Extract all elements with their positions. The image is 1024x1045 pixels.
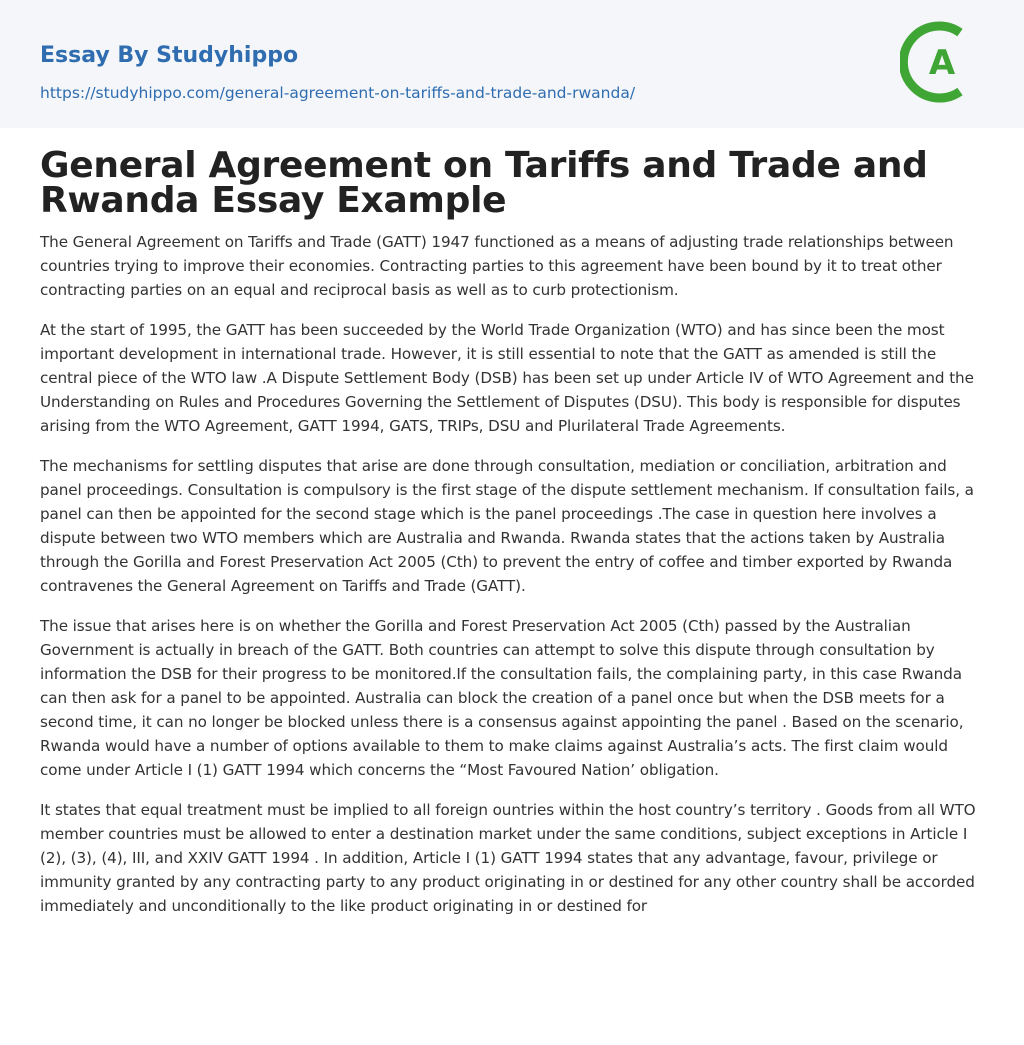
article-paragraph-4: The issue that arises here is on whether the Gorilla and Forest Preservation Act 2005 (Cth) passed by the Australian Government is actually in breach of the GATT. Both countries can attempt to solve this dispute through consultation by information the DSB for their progress to be monitored.If the consultation fails, the complaining party, in this case Rwanda can then ask for a panel to be appointed. Australia can block the creation of a panel once but when the DSB meets for a second time, it can no longer be blocked unless there is a consensus against appointing the panel . Based on the scenario, Rwanda would have a number of options available to them to make claims against Australia’s acts. The first claim would come under Article I (1) GATT 1994 which concerns the “Most Favoured Nation’ obligation. xyxy=(40,617,964,779)
article-paragraph-1: The General Agreement on Tariffs and Trade (GATT) 1947 functioned as a means of adjusting trade relationships between countries trying to improve their economies. Contracting parties to this agreement have been bound by it to treat other contracting parties on an equal and reciprocal basis as well as to curb protectionism. xyxy=(40,233,954,299)
article-url-link[interactable]: https://studyhippo.com/general-agreement-on-tariffs-and-trade-and-rwanda/ xyxy=(40,84,636,102)
logo-svg xyxy=(900,20,984,104)
article-paragraph-2: At the start of 1995, the GATT has been succeeded by the World Trade Organization (WTO) and has since been the most important development in international trade. However, it is still essential to note that the GATT as amended is still the central piece of the WTO law .A Dispute Settlement Body (DSB) has been set up under Article IV of WTO Agreement and the Understanding on Rules and Procedures Governing the Settlement of Disputes (DSU). This body is responsible for disputes arising from the WTO Agreement, GATT 1994, GATS, TRIPs, DSU and Plurilateral Trade Agreements. xyxy=(40,321,974,435)
site-header xyxy=(0,0,1024,128)
article-paragraph-3: The mechanisms for settling disputes that arise are done through consultation, mediation or conciliation, arbitration and panel proceedings. Consultation is compulsory is the first stage of the dispute settlement mechanism. If consultation fails, a panel can then be appointed for the second stage which is the panel proceedings .The case in question here involves a dispute between two WTO members which are Australia and Rwanda. Rwanda states that the actions taken by Australia through the Gorilla and Forest Preservation Act 2005 (Cth) to prevent the entry of coffee and timber exported by Rwanda contravenes the General Agreement on Tariffs and Trade (GATT). xyxy=(40,457,974,595)
article-paragraph-5: It states that equal treatment must be implied to all foreign ountries within the host country’s territory . Goods from all WTO member countries must be allowed to enter a destination market under the same conditions, subject exceptions in Article I (2), (3), (4), III, and XXIV GATT 1994 . In addition, Article I (1) GATT 1994 states that any advantage, favour, privilege or immunity granted by any contracting party to any product originating in or destined for any other country shall be accorded immediately and unconditionally to the like product originating in or destined for xyxy=(40,801,976,915)
article-title: General Agreement on Tariffs and Trade and Rwanda Essay Example xyxy=(40,145,928,221)
studyhippo-logo-icon[interactable] xyxy=(900,20,984,104)
article-content xyxy=(0,128,1024,918)
logo-letter: A xyxy=(928,43,956,83)
site-title[interactable]: Essay By Studyhippo xyxy=(40,43,299,68)
